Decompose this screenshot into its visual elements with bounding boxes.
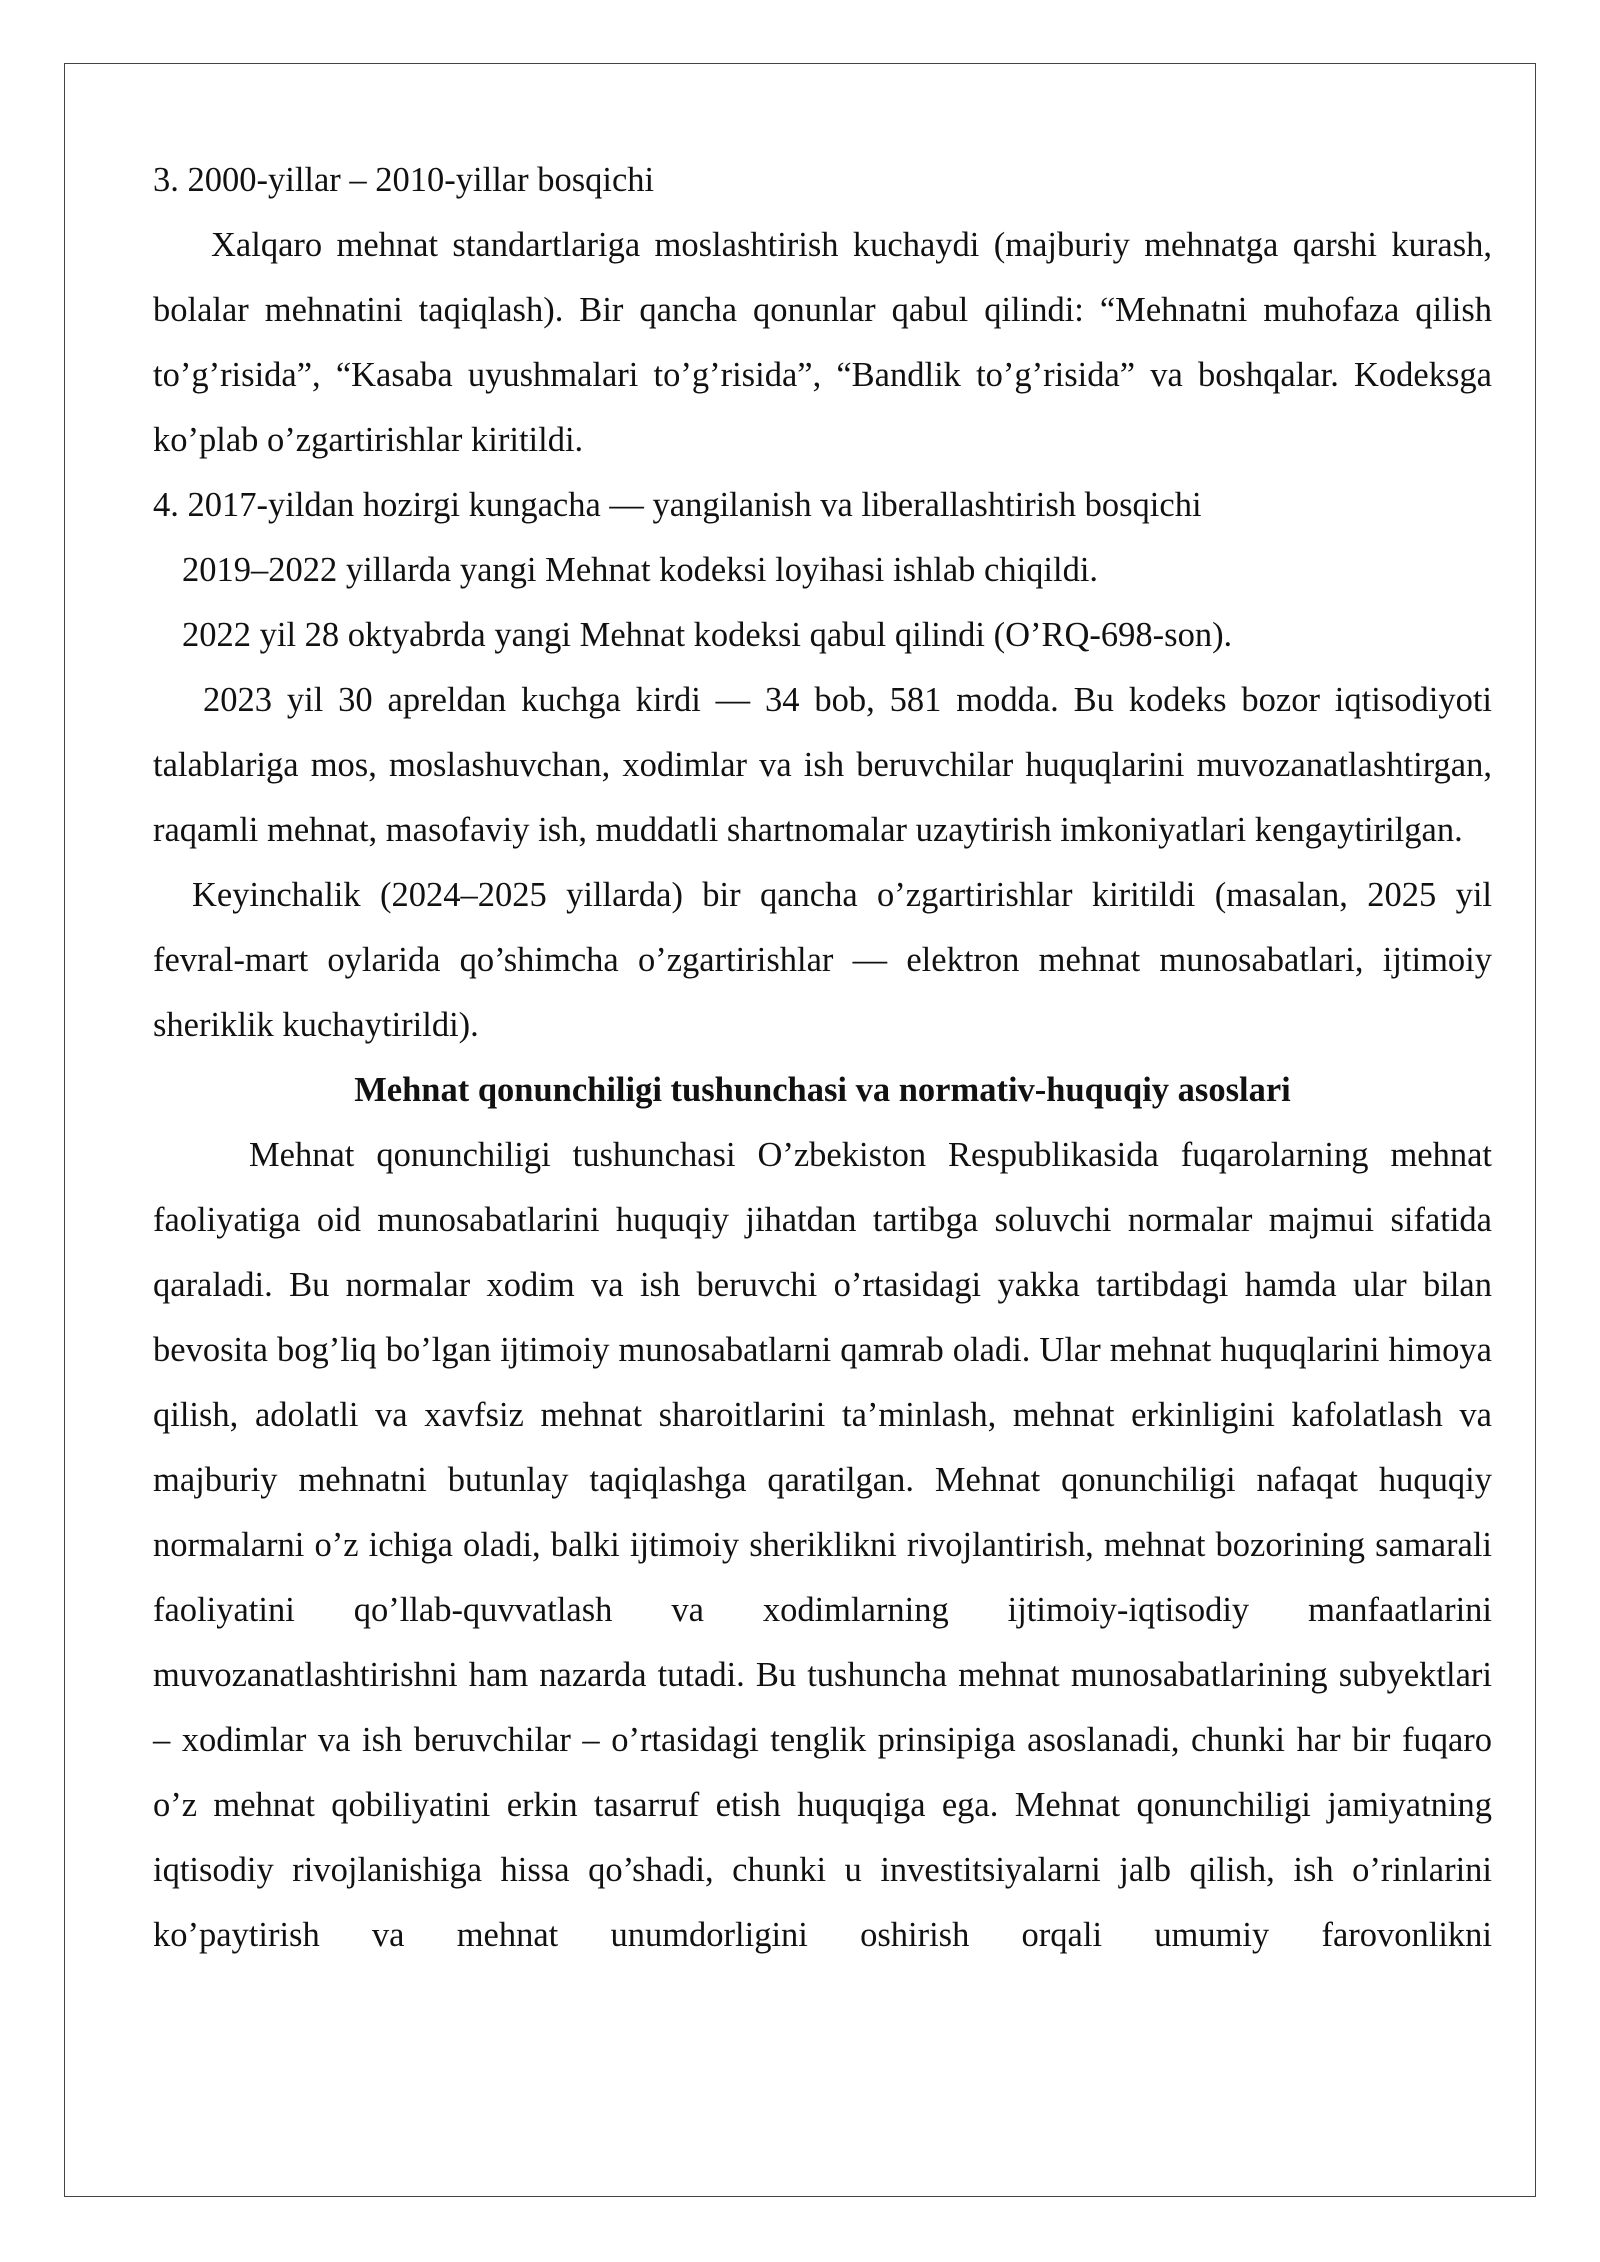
- paragraph-code-in-force: 2023 yil 30 apreldan kuchga kirdi — 34 bob, 581 modda. Bu kodeks bozor iqtisodiyoti talablariga mos, moslashuvchan, xodimlar va ish beruvchilar huquqlarini muvozanatlashtirgan, raqamli mehnat, masofaviy ish, muddatli shartnomalar uzaytirish imkoniyatlari kengaytirilgan.: [153, 681, 1492, 849]
- paragraph-labour-law-concept: Mehnat qonunchiligi tushunchasi O’zbekiston Respublikasida fuqarolarning mehnat faoliyatiga oid munosabatlarini huquqiy jihatdan tartibga soluvchi normalar majmui sifatida qaraladi. Bu normalar xodim va ish beruvchi o’rtasidagi yakka tartibdagi hamda ular bilan bevosita bog’liq bo’lgan ijtimoiy munosabatlarni qamrab oladi. Ular mehnat huquqlarini himoya qilish, adolatli va xavfsiz mehnat sharoitlarini ta’minlash, mehnat erkinligini kafolatlash va majburiy mehnatni butunlay taqiqlashga qaratilgan. Mehnat qonunchiligi nafaqat huquqiy normalarni o’z ichiga oladi, balki ijtimoiy sheriklikni rivojlantirish, mehnat bozorining samarali faoliyatini qo’llab-quvvatlash va xodimlarning ijtimoiy-iqtisodiy manfaatlarini muvozanatlashtirishni ham nazarda tutadi. Bu tushuncha mehnat munosabatlarining subyektlari – xodimlar va ish beruvchilar – o’rtasidagi tenglik prinsipiga asoslanadi, chunki har bir fuqaro o’z mehnat qobiliyatini erkin tasarruf etish huquqiga ega. Mehnat qonunchiligi jamiyatning iqtisodiy rivojlanishiga hissa qo’shadi, chunki u investitsiyalarni jalb qilish, ish o’rinlarini ko’paytirish va mehnat unumdorligini oshirish orqali umumiy farovonlikni: [153, 1136, 1492, 1954]
- paragraph-later-amendments: Keyinchalik (2024–2025 yillarda) bir qancha o’zgartirishlar kiritildi (masalan, 2025 yil fevral-mart oylarida qo’shimcha o’zgartirishlar — elektron mehnat munosabatlari, ijtimoiy sheriklik kuchaytirildi).: [153, 876, 1492, 1044]
- stage-4-heading: 4. 2017-yildan hozirgi kungacha — yangilanish va liberallashtirish bosqichi: [153, 486, 1202, 524]
- stage-3-heading: 3. 2000-yillar – 2010-yillar bosqichi: [153, 161, 655, 199]
- paragraph-international-standards: Xalqaro mehnat standartlariga moslashtirish kuchaydi (majburiy mehnatga qarshi kurash, bolalar mehnatini taqiqlash). Bir qancha qonunlar qabul qilindi: “Mehnatni muhofaza qilish to’g’risida”, “Kasaba uyushmalari to’g’risida”, “Bandlik to’g’risida” va boshqalar. Kodeksga ko’plab o’zgartirishlar kiritildi.: [153, 226, 1492, 459]
- document-body: [153, 148, 1492, 1968]
- section-title: Mehnat qonunchiligi tushunchasi va normativ-huquqiy asoslari: [354, 1071, 1291, 1109]
- paragraph-draft-code: 2019–2022 yillarda yangi Mehnat kodeksi loyihasi ishlab chiqildi.: [182, 551, 1099, 589]
- paragraph-code-adopted: 2022 yil 28 oktyabrda yangi Mehnat kodeksi qabul qilindi (O’RQ-698-son).: [182, 616, 1233, 654]
